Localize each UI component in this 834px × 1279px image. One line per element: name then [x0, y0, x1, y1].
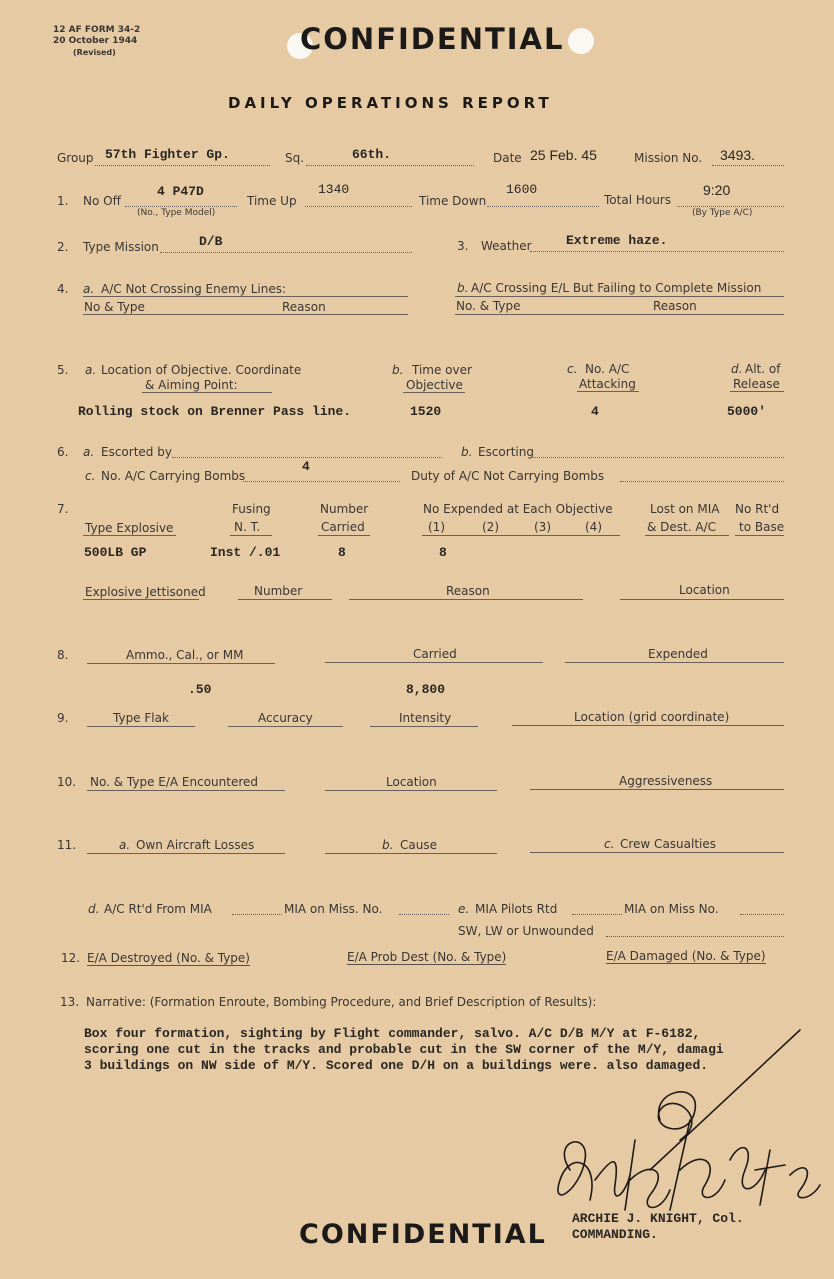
s10-aggr-label: Aggressiveness	[619, 774, 713, 788]
s7-fusing-label1: Fusing	[232, 502, 271, 516]
s5-d-label2: Release	[733, 377, 780, 391]
s13-label: Narrative: (Formation Enroute, Bombing Procedure, and Brief Description of Results):	[86, 995, 597, 1009]
s11-e-mia: MIA on Miss No.	[624, 902, 719, 916]
s5-c-letter: c.	[567, 362, 578, 376]
s4-b-label: A/C Crossing E/L But Failing to Complete Mission	[471, 281, 762, 295]
s5-attacking-value: 4	[591, 404, 599, 419]
s5-d-letter: d.	[731, 362, 743, 376]
s11-a-label: Own Aircraft Losses	[136, 838, 255, 852]
handwritten-signature	[530, 1010, 830, 1240]
s3-label: Weather	[481, 239, 532, 253]
s6-c-label: No. A/C Carrying Bombs	[101, 469, 246, 483]
s12-destroyed: E/A Destroyed (No. & Type)	[87, 951, 250, 965]
s4-a-letter: a.	[83, 282, 95, 296]
s5-b-label1: Time over	[412, 363, 472, 377]
mission-value: 3493.	[720, 147, 756, 163]
s13-num: 13.	[60, 995, 80, 1009]
s6-c-value: 4	[302, 459, 310, 474]
s11-b-label: Cause	[400, 838, 437, 852]
sq-label: Sq.	[285, 151, 305, 165]
s7-num: 7.	[57, 502, 69, 516]
s1-num: 1.	[57, 194, 69, 208]
s7-lost-label1: Lost on MIA	[650, 502, 720, 516]
s7-fusing-label2: N. T.	[234, 520, 261, 534]
s6-duty-label: Duty of A/C Not Carrying Bombs	[411, 469, 605, 483]
s6-a-letter: a.	[83, 445, 95, 459]
s4-b-col1: No. & Type	[456, 299, 521, 313]
signature-title: COMMANDING.	[572, 1227, 658, 1242]
s1-time-up-label: Time Up	[247, 194, 297, 208]
s11-e-sub: SW, LW or Unwounded	[458, 924, 594, 938]
s7-obj-col1: (1)	[428, 520, 445, 534]
date-value: 25 Feb. 45	[530, 147, 597, 163]
s9-intensity-label: Intensity	[399, 711, 452, 725]
s6-c-letter: c.	[85, 469, 96, 483]
form-id-line2: 20 October 1944	[53, 36, 138, 46]
s10-num: 10.	[57, 775, 77, 789]
s7-rtd-label2: to Base	[739, 520, 785, 534]
s7-number-label1: Number	[320, 502, 369, 516]
classification-footer: CONFIDENTIAL	[299, 1219, 547, 1250]
s1-total-value: 9:20	[703, 182, 731, 198]
s7-lost-label2: & Dest. A/C	[647, 520, 717, 534]
s11-num: 11.	[57, 838, 77, 852]
s6-num: 6.	[57, 445, 69, 459]
s5-a-label2: & Aiming Point:	[145, 378, 238, 392]
s11-d-mia: MIA on Miss. No.	[284, 902, 383, 916]
form-id-line3: (Revised)	[73, 48, 116, 57]
s4-num: 4.	[57, 282, 69, 296]
s12-num: 12.	[61, 951, 81, 965]
s7-obj-col4: (4)	[585, 520, 602, 534]
s10-location-label: Location	[386, 775, 437, 789]
s9-accuracy-label: Accuracy	[258, 711, 313, 725]
s8-num: 8.	[57, 648, 69, 662]
s8-expended-label: Expended	[648, 647, 708, 661]
s7-obj-col3: (3)	[534, 520, 551, 534]
s8-carried-label: Carried	[413, 647, 457, 661]
s5-b-label2: Objective	[406, 378, 463, 392]
signature-handwritten-text	[560, 1150, 568, 1151]
s5-d-label1: Alt. of	[745, 362, 781, 376]
group-label: Group	[57, 151, 94, 165]
narrative-line3: 3 buildings on NW side of M/Y. Scored one D/H on a buildings were. also damaged.	[84, 1058, 709, 1073]
report-title: DAILY OPERATIONS REPORT	[228, 94, 553, 112]
s2-value: D/B	[199, 234, 223, 249]
s9-num: 9.	[57, 711, 69, 725]
narrative-line1: Box four formation, sighting by Flight commander, salvo. A/C D/B M/Y at F-6182,	[84, 1026, 701, 1041]
s1-total-sub: (By Type A/C)	[692, 208, 753, 218]
s7-fusing-value: Inst /.01	[210, 545, 281, 560]
s7-jett-label: Explosive Jettisoned	[85, 585, 206, 599]
s1-total-label: Total Hours	[604, 193, 671, 207]
s3-num: 3.	[457, 239, 469, 253]
mission-label: Mission No.	[634, 151, 703, 165]
s6-b-letter: b.	[461, 445, 473, 459]
s5-a-letter: a.	[85, 363, 97, 377]
s5-a-label1: Location of Objective. Coordinate	[101, 363, 302, 377]
s9-type-label: Type Flak	[113, 711, 169, 725]
s1-time-down-label: Time Down	[419, 194, 487, 208]
s7-obj1-value: 8	[439, 545, 447, 560]
s5-location-value: Rolling stock on Brenner Pass line.	[78, 404, 352, 419]
s7-type-label: Type Explosive	[85, 521, 174, 535]
s2-num: 2.	[57, 240, 69, 254]
date-label: Date	[493, 151, 522, 165]
s7-obj-col2: (2)	[482, 520, 499, 534]
s9-location-label: Location (grid coordinate)	[574, 710, 730, 724]
group-value: 57th Fighter Gp.	[105, 147, 230, 162]
s5-b-letter: b.	[392, 363, 404, 377]
s12-prob: E/A Prob Dest (No. & Type)	[347, 950, 507, 964]
s1-no-off-value: 4 P47D	[157, 184, 204, 199]
s7-rtd-label1: No Rt'd	[735, 502, 780, 516]
s5-time-value: 1520	[410, 404, 442, 419]
s7-jett-location: Location	[679, 583, 730, 597]
s7-jett-reason: Reason	[446, 584, 490, 598]
form-id	[53, 25, 140, 58]
form-id-line1: 12 AF FORM 34-2	[53, 25, 141, 35]
s5-num: 5.	[57, 363, 69, 377]
s6-b-label: Escorting	[478, 445, 534, 459]
s1-time-up-value: 1340	[318, 182, 350, 197]
s7-number-value: 8	[338, 545, 346, 560]
s4-b-letter: b.	[457, 281, 469, 295]
s10-label: No. & Type E/A Encountered	[90, 775, 259, 789]
s4-a-col1: No & Type	[84, 300, 145, 314]
s1-no-off-sub: (No., Type Model)	[137, 208, 216, 218]
s11-b-letter: b.	[382, 838, 394, 852]
s8-carried-value: 8,800	[406, 682, 446, 697]
s11-e-letter: e.	[458, 902, 470, 916]
punch-hole-right	[568, 28, 594, 54]
s11-c-letter: c.	[604, 837, 615, 851]
s4-b-col2: Reason	[653, 299, 697, 313]
s12-damaged: E/A Damaged (No. & Type)	[606, 949, 766, 963]
sq-value: 66th.	[352, 147, 392, 162]
s11-e-label: MIA Pilots Rtd	[475, 902, 558, 916]
s7-number-label2: Carried	[321, 520, 365, 534]
s7-type-value: 500LB GP	[84, 545, 147, 560]
s5-c-label1: No. A/C	[585, 362, 630, 376]
s11-d-letter: d.	[88, 902, 100, 916]
s6-a-label: Escorted by	[101, 445, 172, 459]
s5-c-label2: Attacking	[579, 377, 636, 391]
s2-label: Type Mission	[83, 240, 159, 254]
s8-ammo-label: Ammo., Cal., or MM	[126, 648, 244, 662]
s4-a-col2: Reason	[282, 300, 326, 314]
classification-header: CONFIDENTIAL	[300, 22, 565, 56]
signature-name: ARCHIE J. KNIGHT, Col.	[572, 1211, 744, 1226]
s4-a-label: A/C Not Crossing Enemy Lines:	[101, 282, 287, 296]
s7-jett-number: Number	[254, 584, 303, 598]
s11-c-label: Crew Casualties	[620, 837, 717, 851]
s7-expended-label: No Expended at Each Objective	[423, 502, 613, 516]
narrative-line2: scoring one cut in the tracks and probable cut in the SW corner of the M/Y, damagi	[84, 1042, 724, 1057]
s5-release-value: 5000'	[727, 404, 767, 419]
s8-ammo-value: .50	[188, 682, 212, 697]
s3-value: Extreme haze.	[566, 233, 668, 248]
s1-time-down-value: 1600	[506, 182, 538, 197]
s11-a-letter: a.	[119, 838, 131, 852]
s1-no-off-label: No Off	[83, 194, 121, 208]
s11-d-label: A/C Rt'd From MIA	[104, 902, 212, 916]
